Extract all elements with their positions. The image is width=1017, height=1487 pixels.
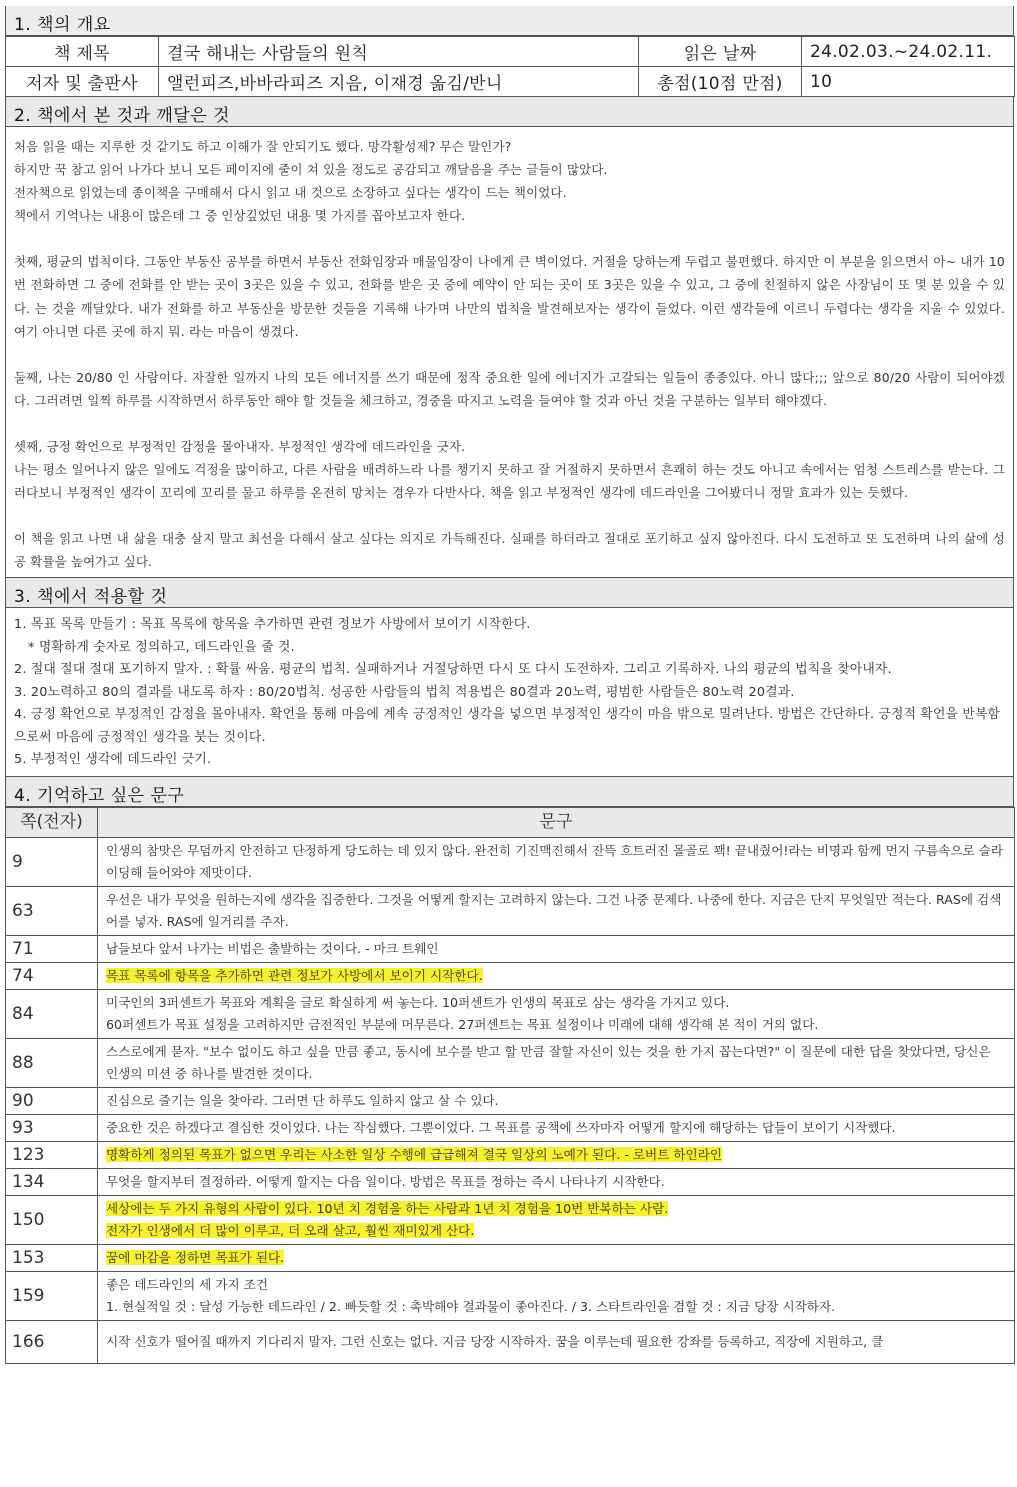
table-row bbox=[6, 1087, 1015, 1114]
quote-page-number: 71 bbox=[6, 935, 98, 962]
quote-text-cell bbox=[98, 1320, 1015, 1363]
quote-page-number: 74 bbox=[6, 962, 98, 989]
author-value: 앨런피즈,바바라피즈 지음, 이재경 옮김/반니 bbox=[159, 67, 639, 97]
quote-page-number: 123 bbox=[6, 1141, 98, 1168]
apply-item: 3. 20노력하고 80의 결과를 내도록 하자 : 80/20법칙. 성공한 사람들의 법칙 적용법은 80결과 20노력, 평범한 사람들은 80노력 20결과. bbox=[14, 684, 795, 700]
quote-text-cell bbox=[98, 1141, 1015, 1168]
quote-text-cell bbox=[98, 837, 1015, 886]
title-label: 책 제목 bbox=[6, 37, 159, 67]
quote-text-cell bbox=[98, 1087, 1015, 1114]
quote-text: 좋은 데드라인의 세 가지 조건 bbox=[106, 1276, 268, 1292]
quote-page-number: 63 bbox=[6, 886, 98, 935]
rating-label: 총점(10점 만점) bbox=[639, 67, 802, 97]
learned-paragraph-4: 이 책을 읽고 나면 내 삶을 대충 살지 말고 최선을 다해서 살고 싶다는 의지로 가득해진다. 실패를 하더라고 절대로 포기하고 싶지 않아진다. 다시 도전하고 또 도전하며 나의 삶에 성공 확률을 높여가고 싶다. bbox=[14, 531, 1005, 570]
table-row bbox=[6, 935, 1015, 962]
quote-page-number: 153 bbox=[6, 1244, 98, 1271]
quote-text: 스스로에게 묻자. "보수 없이도 하고 싶을 만큼 좋고, 동시에 보수를 받고 할 만큼 잘할 자신이 있는 것을 한 가지 꼽는다면?" 이 질문에 대한 답을 찾았다면, 당신은 인생의 미션 중 하나를 발견한 것이다. bbox=[106, 1043, 991, 1081]
quote-text: 목표 목록에 항목을 추가하면 관련 정보가 사방에서 보이기 시작한다. bbox=[106, 967, 483, 983]
apply-item: 1. 목표 목록 만들기 : 목표 목록에 항목을 추가하면 관련 정보가 사방에서 보이기 시작한다. bbox=[14, 617, 531, 633]
quote-text: 전자가 인생에서 더 많이 이루고, 더 오래 살고, 훨씬 재미있게 산다. bbox=[106, 1222, 475, 1238]
learned-paragraph-1: 첫째, 평균의 법칙이다. 그동안 부동산 공부를 하면서 부동산 전화임장과 매물임장이 나에게 큰 벽이었다. 거절을 당하는게 두렵고 불편했다. 하지만 이 부분을 읽으면서 아~ 내가 10번 전화하면 그 중에 전화를 안 받는 곳이 3곳은 있을 수 있고, 전화를 받은 곳 중에 예약이 안 되는 곳이 또 3곳은 있을 수 있고, 그 중에 친절하지 않은 사장님이 또 몇 분 있을 수 있다. 는 것을 깨달았다. 내가 전화를 하고 부동산을 방문한 것들을 기록해 나가며 나만의 법칙을 발견해보자는 생각이 들었다. 이런 생각들에 이르니 두렵다는 생각을 지울 수 있었다. 여기 아니면 다른 곳에 하지 뭐. 라는 마음이 생겼다. bbox=[14, 254, 1005, 339]
section-overview-title: 1. 책의 개요 bbox=[5, 6, 1014, 36]
learned-paragraph-3-head: 셋째, 긍정 확언으로 부정적인 감정을 몰아내자. 부정적인 생각에 데드라인을 긋자. bbox=[14, 438, 466, 454]
table-row bbox=[6, 1168, 1015, 1195]
table-row bbox=[6, 837, 1015, 886]
date-label: 읽은 날짜 bbox=[639, 37, 802, 67]
table-row bbox=[6, 1114, 1015, 1141]
quote-text: 우선은 내가 무엇을 원하는지에 생각을 집중한다. 그것을 어떻게 할지는 고려하지 않는다. 그건 나중 문제다. 나중에 한다. 지금은 단지 무엇일만 적는다. RAS에 검색어를 넣자. RAS에 일거리를 주자. bbox=[106, 891, 1002, 929]
quote-text-cell bbox=[98, 1114, 1015, 1141]
quote-page-number: 9 bbox=[6, 837, 98, 886]
quote-text: 명확하게 정의된 목표가 없으면 우리는 사소한 일상 수행에 급급해져 결국 일상의 노예가 된다. - 로버트 하인라인 bbox=[106, 1146, 723, 1162]
section-learned-title: 2. 책에서 본 것과 깨달은 것 bbox=[5, 97, 1014, 127]
quote-page-number: 166 bbox=[6, 1320, 98, 1363]
quote-page-number: 159 bbox=[6, 1271, 98, 1320]
table-row bbox=[6, 886, 1015, 935]
date-value: 24.02.03.~24.02.11. bbox=[802, 37, 1015, 67]
quote-page-number: 150 bbox=[6, 1195, 98, 1244]
page-column-header: 쪽(전자) bbox=[6, 807, 98, 837]
quote-text: 꿈에 마감을 정하면 목표가 된다. bbox=[106, 1249, 285, 1265]
quote-page-number: 90 bbox=[6, 1087, 98, 1114]
learned-line: 전자책으로 읽었는데 종이책을 구매해서 다시 읽고 내 것으로 소장하고 싶다는 생각이 드는 책이었다. bbox=[14, 185, 567, 201]
quote-page-number: 84 bbox=[6, 989, 98, 1038]
learned-line: 책에서 기억나는 내용이 많은데 그 중 인상깊었던 내용 몇 가지를 꼽아보고자 한다. bbox=[14, 208, 466, 224]
table-row bbox=[6, 1038, 1015, 1087]
table-row bbox=[6, 67, 1015, 97]
table-row bbox=[6, 962, 1015, 989]
report-page bbox=[5, 6, 1014, 1364]
quote-text: 남들보다 앞서 나가는 비법은 출발하는 것이다. - 마크 트웨인 bbox=[106, 940, 439, 956]
quote-text-cell bbox=[98, 1168, 1015, 1195]
apply-note: * 명확하게 숫자로 정의하고, 데드라인을 줄 것. bbox=[28, 639, 295, 655]
quote-page-number: 93 bbox=[6, 1114, 98, 1141]
quote-page-number: 134 bbox=[6, 1168, 98, 1195]
apply-item: 2. 절대 절대 절대 포기하지 말자. : 확률 싸움. 평균의 법칙. 실패하거나 거절당하면 다시 또 다시 도전하자. 그리고 기록하자. 나의 평균의 법칙을 찾아내자. bbox=[14, 662, 892, 678]
table-row bbox=[6, 1271, 1015, 1320]
table-row bbox=[6, 1244, 1015, 1271]
learned-paragraph-2: 둘째, 나는 20/80 인 사람이다. 자잘한 일까지 나의 모든 에너지를 쓰기 때문에 정작 중요한 일에 에너지가 고갈되는 일들이 종종있다. 아니 많다;;; 앞으로 80/20 사람이 되어야겠다. 그러려면 일찍 하루를 시작하면서 하루동안 해야 할 것들을 체크하고, 경중을 따지고 노력을 들여야 할 것과 아닌 것을 구분하는 일부터 해야겠다. bbox=[14, 369, 1005, 408]
quote-text-cell bbox=[98, 1244, 1015, 1271]
quote-text-cell bbox=[98, 1271, 1015, 1320]
quote-text-cell bbox=[98, 1038, 1015, 1087]
quote-text-cell bbox=[98, 989, 1015, 1038]
text-column-header: 문구 bbox=[98, 807, 1015, 837]
quote-text: 인생의 참맛은 무덤까지 안전하고 단정하게 당도하는 데 있지 않다. 완전히 기진맥진해서 잔뜩 흐트러진 몰골로 꽥! 끝내줬어!라는 비명과 함께 먼지 구름속으로 슬라이딩해 들어와야 제맛이다. bbox=[106, 842, 1004, 880]
table-row bbox=[6, 1320, 1015, 1363]
learned-body bbox=[5, 127, 1014, 578]
quote-text-cell bbox=[98, 1195, 1015, 1244]
table-row bbox=[6, 37, 1015, 67]
learned-paragraph-3: 나는 평소 일어나지 않은 일에도 걱정을 많이하고, 다른 사람을 배려하느라 나를 챙기지 못하고 잘 거절하지 못하면서 흔쾌히 하는 것도 아니고 속에서는 엄청 스트레스를 받는다. 그러다보니 부정적인 생각이 꼬리에 꼬리를 물고 하루를 온전히 망치는 경우가 다반사다. 책을 읽고 부정적인 생각에 데드라인을 그어봤더니 정말 효과가 있는 듯했다. bbox=[14, 462, 1005, 501]
apply-body bbox=[5, 608, 1014, 777]
quote-text-cell bbox=[98, 935, 1015, 962]
section-quotes-title: 4. 기억하고 싶은 문구 bbox=[5, 777, 1014, 807]
table-row bbox=[6, 1141, 1015, 1168]
section-apply-title: 3. 책에서 적용할 것 bbox=[5, 578, 1014, 608]
quote-text-cell bbox=[98, 886, 1015, 935]
quote-text: 60퍼센트가 목표 설정을 고려하지만 금전적인 부분에 머무른다. 27퍼센트는 목표 설정이나 미래에 대해 생각해 본 적이 거의 없다. bbox=[106, 1016, 819, 1032]
author-label: 저자 및 출판사 bbox=[6, 67, 159, 97]
apply-item: 5. 부정적인 생각에 데드라인 긋기. bbox=[14, 752, 212, 768]
rating-value: 10 bbox=[802, 67, 1015, 97]
quote-text: 중요한 것은 하겠다고 결심한 것이었다. 나는 작심했다. 그뿐이었다. 그 목표를 공책에 쓰자마자 어떻게 할지에 해당하는 답들이 보이기 시작했다. bbox=[106, 1119, 896, 1135]
quote-text: 미국인의 3퍼센트가 목표와 계획을 글로 확실하게 써 놓는다. 10퍼센트가 인생의 목표로 삼는 생각을 가지고 있다. bbox=[106, 994, 730, 1010]
title-value: 결국 해내는 사람들의 원칙 bbox=[159, 37, 639, 67]
quote-text-cell bbox=[98, 962, 1015, 989]
quote-text: 진심으로 즐기는 일을 찾아라. 그러면 단 하루도 일하지 않고 살 수 있다. bbox=[106, 1092, 499, 1108]
quote-text: 세상에는 두 가지 유형의 사람이 있다. 10년 치 경험을 하는 사람과 1년 치 경험을 10번 반복하는 사람. bbox=[106, 1200, 669, 1216]
quote-text: 시작 신호가 떨어질 때까지 기다리지 말자. 그런 신호는 없다. 지금 당장 시작하자. 꿈을 이루는데 필요한 강좌를 등록하고, 직장에 지원하고, 클 bbox=[106, 1333, 884, 1349]
quotes-header-row bbox=[6, 807, 1015, 837]
learned-line: 처음 읽을 때는 지루한 것 같기도 하고 이해가 잘 안되기도 했다. 망각활성제? 무슨 말인가? bbox=[14, 139, 512, 154]
quote-text: 1. 현실적일 것 : 달성 가능한 데드라인 / 2. 빠듯할 것 : 촉박해야 결과물이 좋아진다. / 3. 스타트라인을 겸할 것 : 지금 당장 시작하자. bbox=[106, 1298, 836, 1314]
table-row bbox=[6, 989, 1015, 1038]
overview-table bbox=[5, 36, 1015, 97]
table-row bbox=[6, 1195, 1015, 1244]
apply-item: 4. 긍정 확언으로 부정적인 감정을 몰아내자. 확언을 통해 마음에 계속 긍정적인 생각을 넣으면 부정적인 생각이 마음 밖으로 밀려난다. 방법은 간단하다. 긍정적 확언을 반복함으로써 마음에 긍정적인 생각을 붓는 것이다. bbox=[14, 707, 1001, 745]
quote-text: 무엇을 할지부터 결정하라. 어떻게 할지는 다음 일이다. 방법은 목표를 정하는 즉시 나타나기 시작한다. bbox=[106, 1173, 665, 1189]
quotes-table bbox=[5, 807, 1015, 1364]
learned-line: 하지만 꾹 참고 읽어 나가다 보니 모든 페이지에 줄이 쳐 있을 정도로 공감되고 깨달음을 주는 글들이 많았다. bbox=[14, 162, 608, 178]
quote-page-number: 88 bbox=[6, 1038, 98, 1087]
